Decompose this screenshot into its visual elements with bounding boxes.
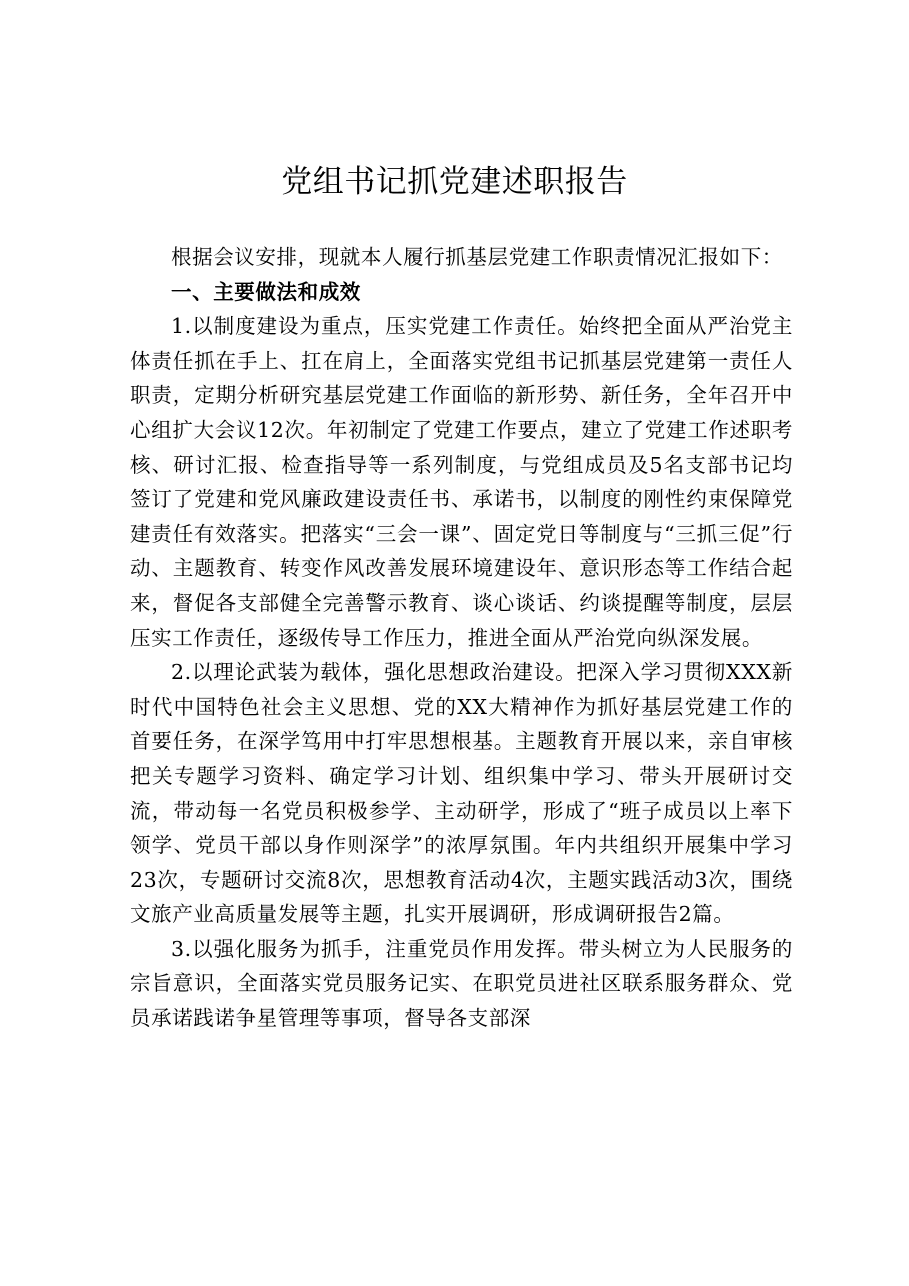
document-body (130, 240, 793, 1036)
document-title: 党组书记抓党建述职报告 (281, 164, 628, 200)
section-heading: 一、主要做法和成效 (171, 279, 361, 304)
body-paragraph-2: 2.以理论武装为载体，强化思想政治建设。把深入学习贯彻XXX新时代中国特色社会主义思想、党的XX大精神作为抓好基层党建工作的首要任务，在深学笃用中打牢思想根基。主题教育开展以来，亲自审核把关专题学习资料、确定学习计划、组织集中学习、带头开展研讨交流，带动每一名党员积极参学、主动研学，形成了“班子成员以上率下领学、党员干部以身作则深学”的浓厚氛围。年内共组织开展集中学习23次，专题研讨交流8次，思想教育活动4次，主题实践活动3次，围绕文旅产业高质量发展等主题，扎实开展调研，形成调研报告2篇。 (130, 660, 793, 927)
intro-paragraph: 根据会议安排，现就本人履行抓基层党建工作职责情况汇报如下： (171, 245, 783, 269)
body-paragraph-3: 3.以强化服务为抓手，注重党员作用发挥。带头树立为人民服务的宗旨意识，全面落实党员服务记实、在职党员进社区联系服务群众、党员承诺践诺争星管理等事项，督导各支部深 (130, 936, 793, 1031)
body-paragraph-1: 1.以制度建设为重点，压实党建工作责任。始终把全面从严治党主体责任抓在手上、扛在肩上，全面落实党组书记抓基层党建第一责任人职责，定期分析研究基层党建工作面临的新形势、新任务，全年召开中心组扩大会议12次。年初制定了党建工作要点，建立了党建工作述职考核、研讨汇报、检查指导等一系列制度，与党组成员及5名支部书记均签订了党建和党风廉政建设责任书、承诺书，以制度的刚性约束保障党建责任有效落实。把落实“三会一课”、固定党日等制度与“三抓三促”行动、主题教育、转变作风改善发展环境建设年、意识形态等工作结合起来，督促各支部健全完善警示教育、谈心谈话、约谈提醒等制度，层层压实工作责任，逐级传导工作压力，推进全面从严治党向纵深发展。 (130, 314, 793, 650)
